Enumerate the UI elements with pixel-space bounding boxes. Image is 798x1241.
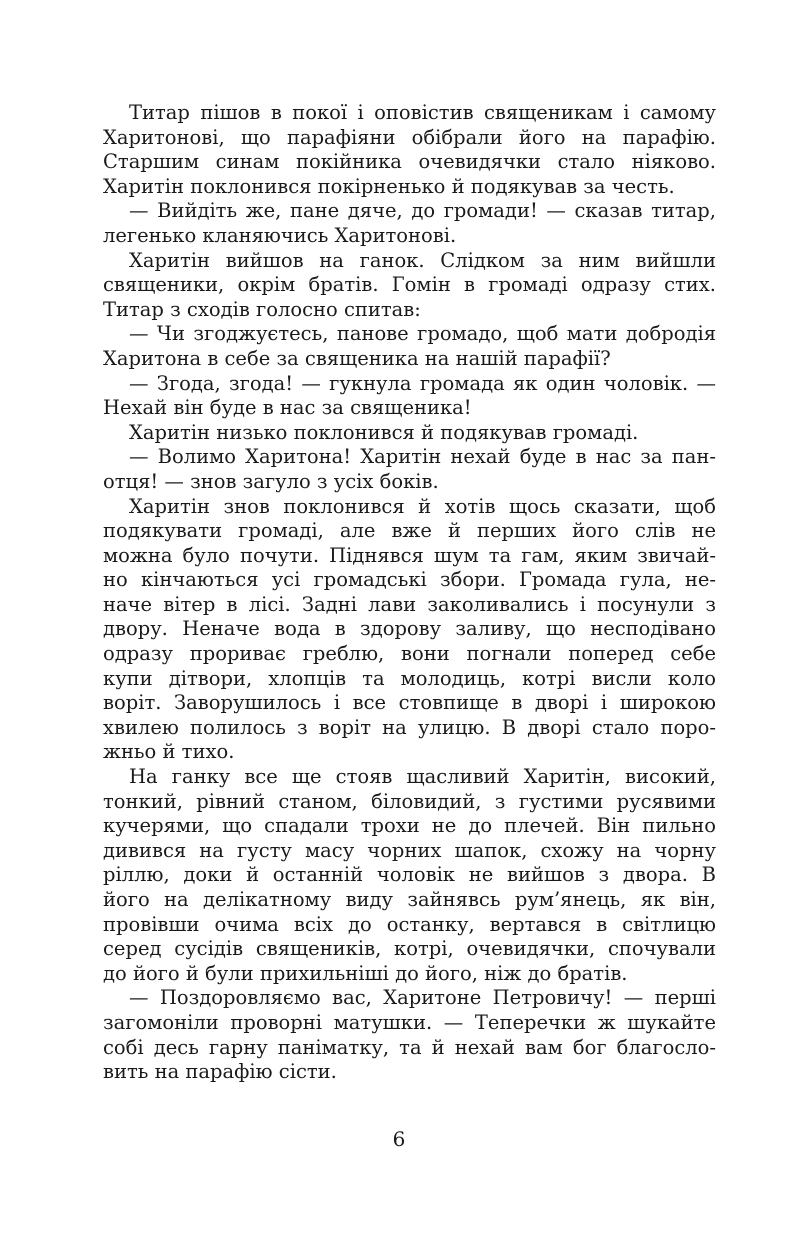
text-line: На ганку все ще стояв щасливий Харитін, високий,: [129, 765, 716, 789]
text-line: собі десь гарну паніматку, та й нехай вам бог благосло-: [103, 1035, 716, 1059]
text-line: двору. Неначе вода в здорову заливу, що несподівано: [103, 617, 716, 641]
text-line: Старшим синам покійника очевидячки стало ніяково.: [103, 150, 716, 174]
text-line: одразу прориває греблю, вони погнали поперед себе: [103, 642, 716, 666]
text-line: хвилею полилось з воріт на улицю. В дворі стало поро-: [103, 715, 716, 739]
text-line: — Чи згоджуєтесь, панове громадо, щоб мати добродія: [129, 322, 716, 346]
text-line: дивився на густу масу чорних шапок, схожу на чорну: [103, 838, 716, 862]
text-line: воріт. Заворушилось і все стовпище в дворі і широкою: [103, 691, 716, 715]
text-line: купи дітвори, хлопців та молодиць, котрі висли коло: [103, 666, 716, 690]
text-line: загомоніли проворні матушки. — Теперечки ж шукайте: [103, 1010, 716, 1034]
text-line: священики, окрім братів. Гомін в громаді одразу стих.: [103, 273, 716, 297]
text-line: можна було почути. Піднявся шум та гам, яким звичай-: [103, 543, 716, 567]
text-line: — Згода, згода! — гукнула громада як один чоловік. —: [129, 371, 716, 395]
text-line: Харитона в себе за священика на нашій парафії?: [103, 346, 611, 370]
text-line: серед сусідів священиків, котрі, очевидячки, спочували: [103, 937, 716, 961]
text-line: — Вийдіть же, пане дяче, до громади! — сказав титар,: [129, 199, 716, 223]
text-line: Титар з сходів голосно спитав:: [103, 297, 421, 321]
text-line: кучерями, що спадали трохи не до плечей. Він пильно: [103, 814, 716, 838]
text-line: Нехай він буде в нас за священика!: [103, 396, 472, 420]
text-line: Харитін вийшов на ганок. Слідком за ним вийшли: [129, 248, 716, 272]
text-line: Харитонові, що парафіяни обібрали його на парафію.: [103, 125, 716, 149]
text-line: вить на парафію сісти.: [103, 1060, 337, 1084]
text-line: но кінчаються усі громадські збори. Громада гула, не-: [103, 568, 716, 592]
text-line: тонкий, рівний станом, біловидий, з густими русявими: [103, 789, 716, 813]
text-line: отця! — знов загуло з усіх боків.: [103, 469, 439, 493]
text-line: його на делікатному виду зайнявсь рум’янець, як він,: [103, 888, 716, 911]
text-line: до його й були прихильніші до його, ніж до братів.: [103, 961, 628, 985]
text-line: ріллю, доки й останній чоловік не вийшов з двора. В: [103, 863, 716, 887]
text-line: провівши очима всіх до останку, вертався в світлицю: [103, 912, 716, 936]
text-line: Харитін поклонився покірненько й подякував за честь.: [103, 174, 675, 198]
text-line: Харитін знов поклонився й хотів щось сказати, щоб: [129, 494, 716, 518]
text-line: — Волимо Харитона! Харитін нехай буде в нас за пан-: [129, 445, 716, 469]
text-line: Харитін низько поклонився й подякував громаді.: [129, 420, 639, 444]
text-line: наче вітер в лісі. Задні лави заколивались і посунули з: [103, 592, 716, 616]
text-line: — Поздоровляємо вас, Харитоне Петровичу! — перші: [129, 986, 716, 1010]
body-text: [103, 101, 716, 1085]
text-line: Титар пішов в покої і оповістив священикам і самому: [129, 101, 716, 124]
text-line: легенько кланяючись Харитонові.: [103, 223, 457, 247]
text-line: подякувати громаді, але вже й перших його слів не: [103, 519, 716, 543]
page-number: 6: [392, 1127, 406, 1151]
text-line: жньо й тихо.: [103, 740, 235, 764]
